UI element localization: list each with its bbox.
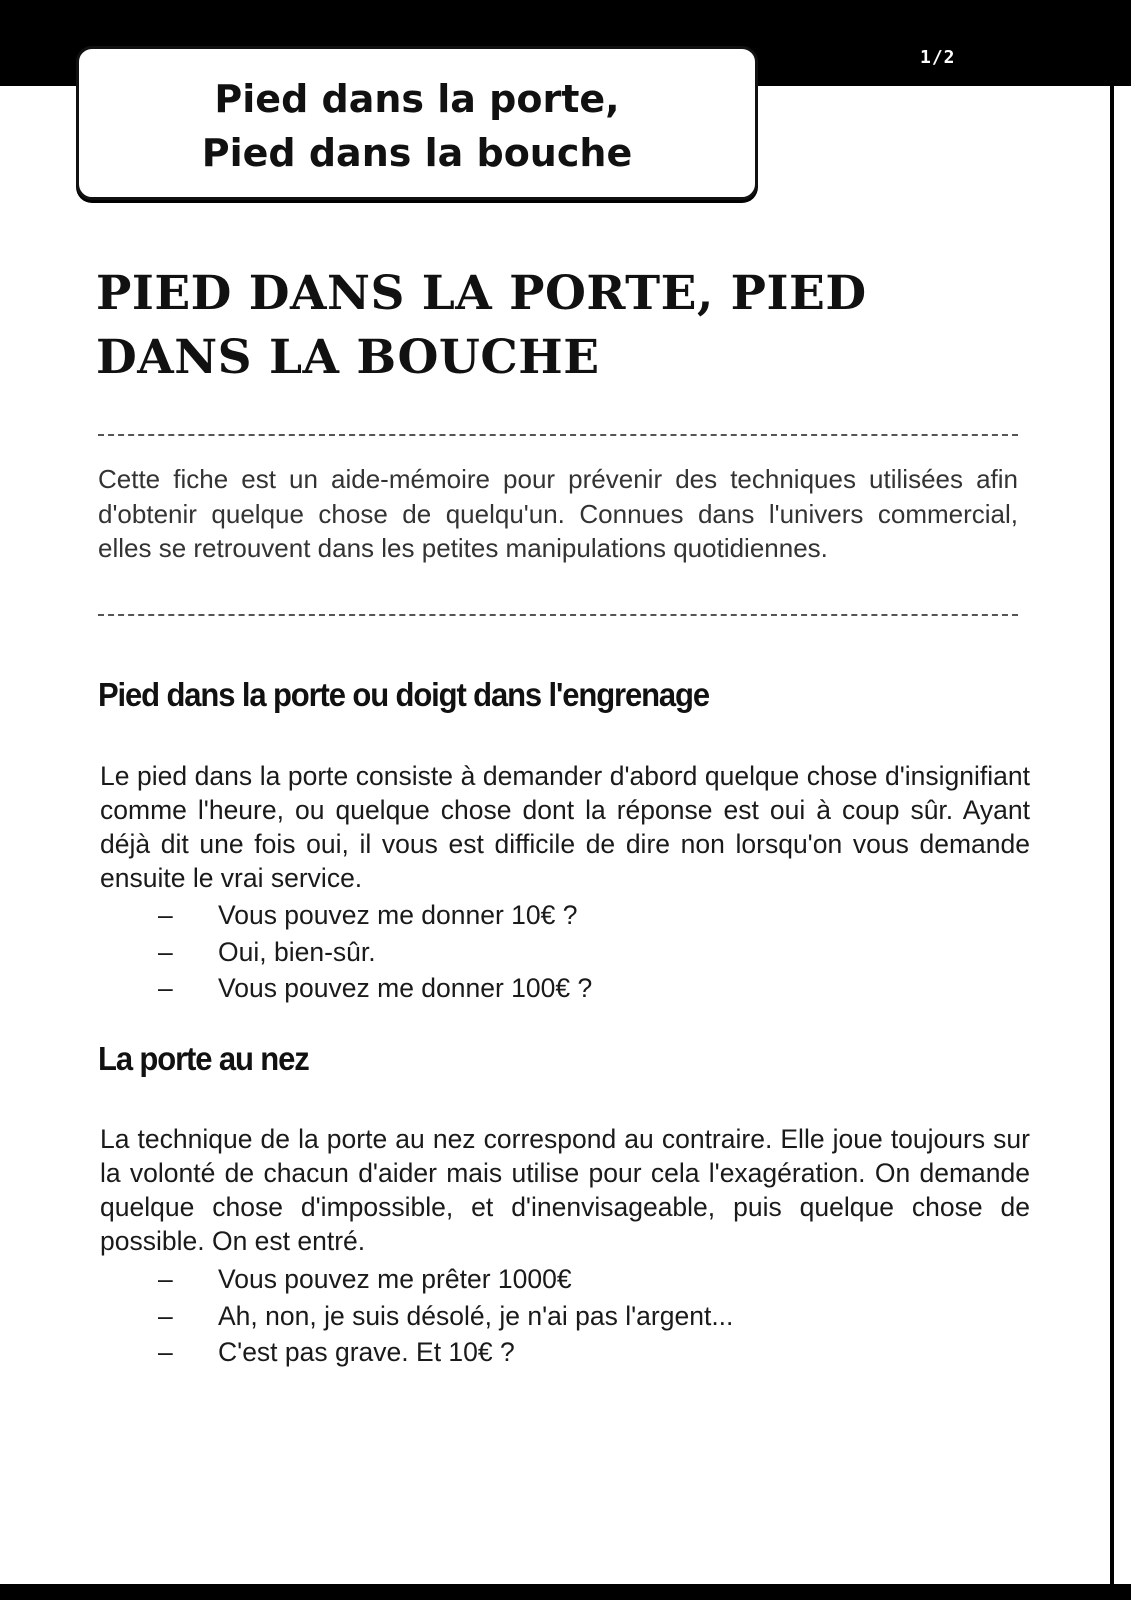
dash-bullet: – [158, 1264, 173, 1294]
section-paragraph-porte-au-nez: La technique de la porte au nez correspond au contraire. Elle joue toujours sur la volonté de chacun d'aider mais utilise pour cela l'exagération. On demande quelque chose d'impossible, et d'inenvisageable, puis quelque chose de possible. On est entré. [100, 1124, 1030, 1256]
dialogue-item [158, 1261, 733, 1298]
title-box-line-2: Pied dans la bouche [201, 131, 633, 175]
section-heading-porte-au-nez: La porte au nez [98, 1040, 309, 1077]
intro-bottom-divider [98, 614, 1018, 616]
dialogue-item [158, 934, 592, 971]
dialogue-text: Ah, non, je suis désolé, je n'ai pas l'argent... [218, 1300, 734, 1331]
dash-bullet: – [158, 1300, 173, 1331]
dialogue-text: C'est pas grave. Et 10€ ? [218, 1337, 515, 1367]
title-box-line-1: Pied dans la porte, [214, 77, 620, 121]
bottom-black-bar [0, 1584, 1131, 1600]
section-heading-pied-dans-la-porte: Pied dans la porte ou doigt dans l'engrenage [98, 676, 709, 713]
intro-top-divider [98, 434, 1018, 436]
dash-bullet: – [158, 1337, 173, 1367]
dash-bullet: – [158, 936, 173, 967]
dialogue-item [158, 1334, 733, 1371]
section-paragraph-pied-dans-la-porte: Le pied dans la porte consiste à demander d'abord quelque chose d'insignifiant comme l'heure, ou quelque chose dont la réponse est oui à coup sûr. Ayant déjà dit une fois oui, il vous est difficile de dire non lorsqu'on vous demande ensuite le vrai service. [100, 761, 1030, 893]
main-title-line-1: PIED DANS LA PORTE, PIED [96, 266, 867, 321]
dialogue-list-porte-au-nez [158, 1261, 733, 1371]
dash-bullet: – [158, 900, 173, 930]
dialogue-item [158, 1298, 733, 1335]
dialogue-text: Oui, bien-sûr. [218, 936, 376, 967]
page-indicator: 1/2 [920, 47, 956, 68]
dialogue-item [158, 897, 592, 934]
main-title [96, 262, 996, 390]
intro-paragraph: Cette fiche est un aide-mémoire pour prévenir des techniques utilisées afin d'obtenir quelque chose de quelqu'un. Connues dans l'univers commercial, elles se retrouvent dans les petites manipulations quotidiennes. [98, 464, 1018, 563]
dialogue-list-pied-dans-la-porte [158, 897, 592, 1007]
dialogue-text: Vous pouvez me donner 100€ ? [218, 973, 593, 1003]
dash-bullet: – [158, 973, 173, 1003]
dialogue-text: Vous pouvez me prêter 1000€ [218, 1264, 572, 1294]
dialogue-item [158, 970, 592, 1007]
dialogue-text: Vous pouvez me donner 10€ ? [218, 900, 578, 930]
right-edge-rule [1110, 86, 1114, 1586]
main-title-line-2: DANS LA BOUCHE [96, 330, 600, 385]
title-box [76, 46, 758, 200]
